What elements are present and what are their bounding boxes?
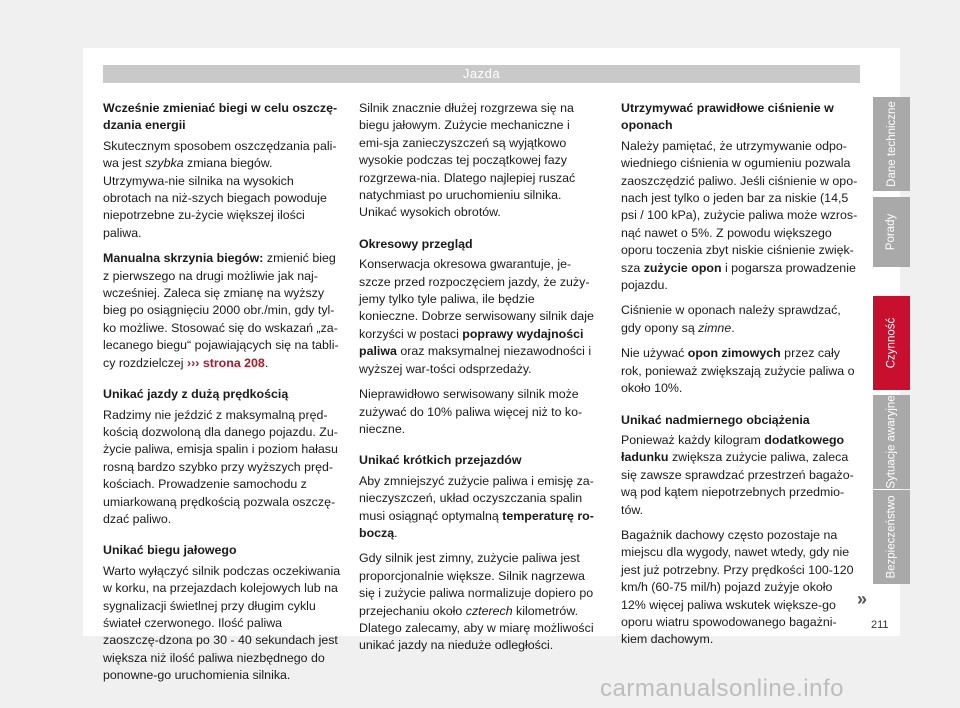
paragraph: Ciśnienie w oponach należy sprawdzać, gdy opony są zimne. <box>621 303 841 335</box>
column-1 <box>103 100 341 693</box>
paragraph-manual-gearbox: Manualna skrzynia biegów: zmienić bieg z pierwszego na drugi możliwie jak naj-wcześniej. Zaleca się zmianę na wyższy bieg po osiągnięciu 2000 obr./min, gdy tyl-ko możliwe. Stosować się do wskazań „za-lecanego biegu“ pojawiających się na tabli-cy rozdzielczej ››› strona 208. <box>103 251 339 370</box>
heading-avoid-idling: Unikać biegu jałowego <box>103 543 237 558</box>
page-reference-link[interactable]: ››› strona 208 <box>187 355 265 370</box>
tab-safety[interactable]: Bezpieczeństwo <box>873 490 910 584</box>
heading-avoid-overload: Unikać nadmiernego obciążenia <box>621 412 810 427</box>
paragraph: Konserwacja okresowa gwarantuje, je-szcze przed rozpoczęciem jazdy, że zuży-jemy tylko tyle paliwa, ile będzie konieczne. Dobrze serwisowany silnik daje korzyści w postaci poprawy wydajności paliwa oraz maksymalnej niezawodności i wyższej war-tości odsprzedaży. <box>359 257 594 376</box>
paragraph: Gdy silnik jest zimny, zużycie paliwa jest proporcjonalnie większe. Silnik nagrzewa się i zużycie paliwa normalizuje dopiero po przejechaniu około czterech kilometrów. Dlatego zalecamy, aby w miarę możliwości unikać jazdy na nieduże odległości. <box>359 551 594 653</box>
heading-tire-pressure: Utrzymywać prawidłowe ciśnienie w oponach <box>621 101 834 133</box>
tab-operation[interactable]: Czynność <box>873 296 910 390</box>
paragraph: Nieprawidłowo serwisowany silnik może zużywać do 10% paliwa więcej niż to ko-nieczne. <box>359 387 583 436</box>
paragraph: Należy pamiętać, że utrzymywanie odpo-wiedniego ciśnienia w ogumieniu pozwala zaoszczędzić paliwo. Jeśli ciśnienie w opo-nach jest tylko o jeden bar za niskie (14,5 psi / 100 kPa), zużycie paliwa może wzros-nąć nawet o 5%. Z powodu większego oporu toczenia zbyt niskie ciśnienie zwięk-sza zużycie opon i pogarsza prowadzenie pojazdu. <box>621 138 858 293</box>
continue-arrow-icon: » <box>857 589 868 609</box>
paragraph: Radzimy nie jeździć z maksymalną pręd-kością dozwoloną dla danego pojazdu. Zu-życie paliwa, emisja spalin i poziom hałasu rosną bardzo szybko przy wyższych pręd-kościach. Prowadzenie samochodu z umiarkowaną prędkością pozwala oszczę-dzać paliwo. <box>103 407 338 526</box>
heading-avoid-short-trips: Unikać krótkich przejazdów <box>359 453 522 468</box>
paragraph: Aby zmniejszyć zużycie paliwa i emisję za-nieczyszczeń, układ oczyszczania spalin musi osiągnąć optymalną temperaturę ro-boczą. <box>359 473 594 540</box>
heading-avoid-high-speed: Unikać jazdy z dużą prędkością <box>103 387 289 402</box>
tab-tips[interactable]: Porady <box>873 197 910 267</box>
paragraph: Ponieważ każdy kilogram dodatkowego ładunku zwiększa zużycie paliwa, zaleca się zawsze sprawdzać przestrzeń bagażo-wą pod kątem niepotrzebnych przedmio-tów. <box>621 432 854 517</box>
heading-early-gear-change: Wcześnie zmieniać biegi w celu oszczę-dzania energii <box>103 101 338 133</box>
paragraph: Bagażnik dachowy często pozostaje na miejscu dla wygody, nawet wtedy, gdy nie jest już potrzebny. Przy prędkości 100-120 km/h (60-75 mil/h) pojazd zużyje około 12% więcej paliwa wskutek większe-go oporu wiatru spowodowanego bagażni-kiem dachowym. <box>621 527 854 647</box>
tab-technical-data[interactable]: Dane techniczne <box>873 97 910 191</box>
watermark: carmanualsonline.info <box>600 675 844 702</box>
heading-periodic-service: Okresowy przegląd <box>359 236 473 251</box>
paragraph: Skutecznym sposobem oszczędzania pali-wa jest szybka zmiana biegów. Utrzymywa-nie silnika na wysokich obrotach na niż-szych biegach powoduje niepotrzebne zu-życie większej ilości paliwa. <box>103 138 337 240</box>
column-2 <box>359 100 597 663</box>
paragraph: Nie używać opon zimowych przez cały rok, ponieważ zwiększają zużycie paliwa o około 10%. <box>621 346 855 396</box>
page-number: 211 <box>871 619 889 631</box>
paragraph: Silnik znacznie dłużej rozgrzewa się na biegu jałowym. Zużycie mechaniczne i emi-sja zanieczyszczeń są wyjątkowo wysokie podczas tej początkowej fazy rozgrzewa-nia. Dlatego najlepiej ruszać natychmiast po uruchomieniu silnika. Unikać wysokich obrotów. <box>359 101 576 220</box>
tab-emergencies[interactable]: Sytuacje awaryjne <box>873 395 910 489</box>
column-3 <box>621 100 859 657</box>
paragraph: Warto wyłączyć silnik podczas oczekiwania w korku, na przejazdach kolejowych lub na sygnalizacji świetlnej przy długim cyklu świateł czerwonego. Ilość paliwa zaoszczę-dzona po 30 - 40 sekundach jest większa niż ilość paliwa niezbędnego do ponowne-go uruchomienia silnika. <box>103 563 341 683</box>
section-header: Jazda <box>103 65 860 83</box>
